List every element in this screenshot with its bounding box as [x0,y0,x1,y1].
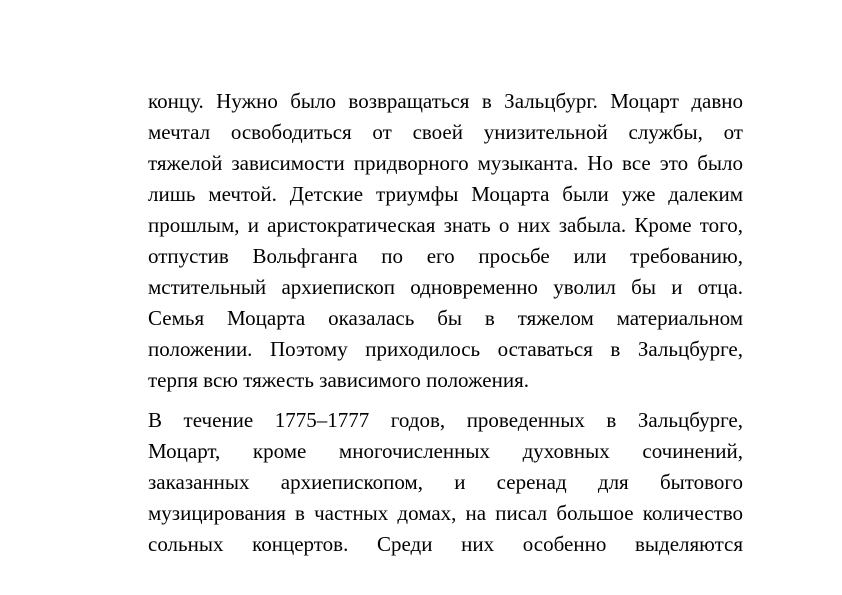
text-line: мстительный архиепископ одновременно уволил бы и отца. [148,275,743,299]
text-line: В течение 1775–1777 годов, проведенных в Зальцбурге, [148,408,743,432]
text-line: мечтал освободиться от своей унизительной службы, от [148,120,743,144]
text-line: терпя всю тяжесть зависимого положения. [148,368,529,392]
paragraph-spacer [148,396,743,405]
text-line: Моцарт, кроме многочисленных духовных сочинений, [148,439,743,463]
text-line: концу. Нужно было возвращаться в Зальцбург. Моцарт давно [148,89,743,113]
text-line: Семья Моцарта оказалась бы в тяжелом материальном [148,306,743,330]
text-line: положении. Поэтому приходилось оставаться в Зальцбурге, [148,337,743,361]
text-line: тяжелой зависимости придворного музыканта. Но все это было [148,151,743,175]
text-line: сольных концертов. Среди них особенно выделяются [148,532,743,556]
text-line: лишь мечтой. Детские триумфы Моцарта были уже далеким [148,182,743,206]
text-line: прошлым, и аристократическая знать о них забыла. Кроме того, [148,213,743,237]
paragraph-1 [148,86,743,396]
text-line: заказанных архиепископом, и серенад для бытового [148,470,743,494]
paragraph-2 [148,405,743,560]
text-line: отпустив Вольфганга по его просьбе или требованию, [148,244,743,268]
body-text [148,86,743,560]
text-line: музицирования в частных домах, на писал большое количество [148,501,743,525]
